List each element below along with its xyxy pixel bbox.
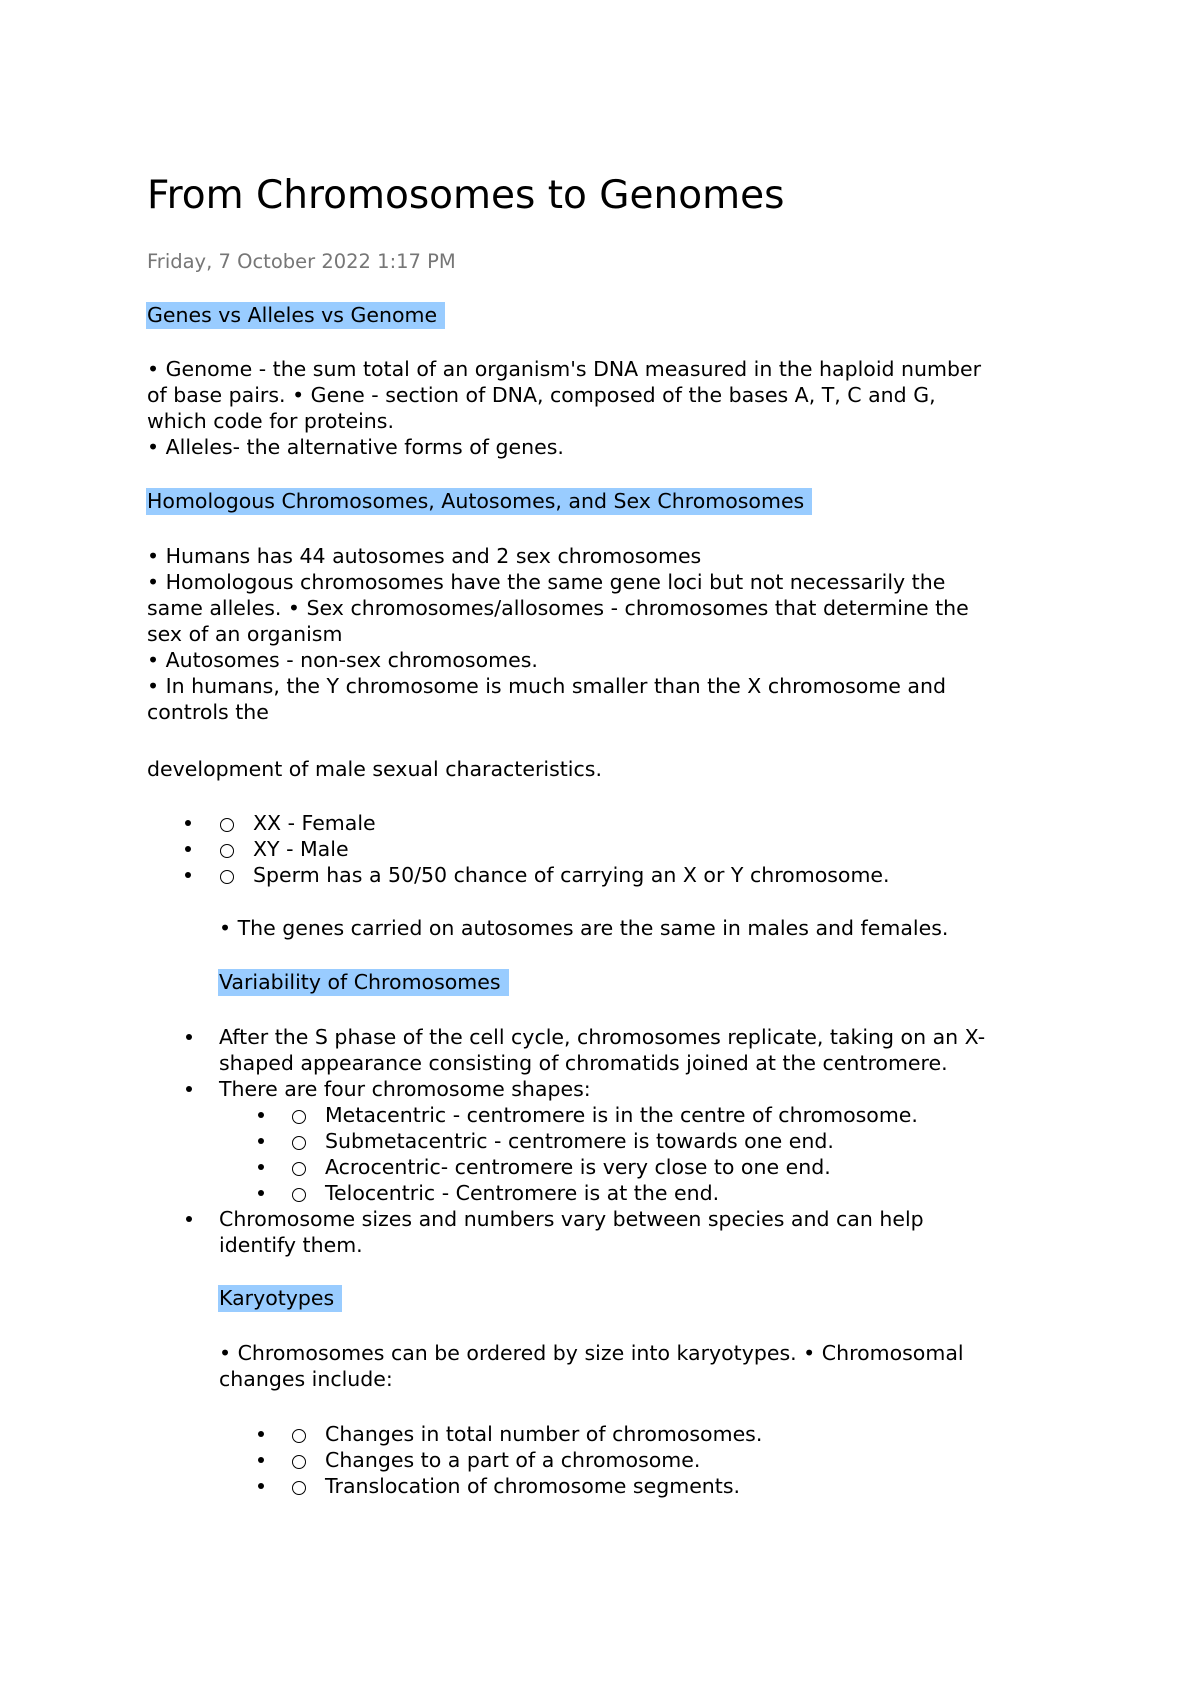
karyotypes-line: changes include: [219, 1367, 393, 1391]
list-item-text: XX - Female [253, 811, 376, 835]
bullet-dot-icon [258, 1431, 264, 1437]
list-item [219, 1076, 985, 1102]
list-item [220, 810, 890, 836]
bullet-ring-icon [292, 1429, 306, 1443]
bullet-dot-icon [258, 1190, 264, 1196]
list-item-text: Changes to a part of a chromosome. [325, 1448, 701, 1472]
heading-genes-text: Genes vs Alleles vs Genome [146, 302, 445, 329]
list-item-text: After the S phase of the cell cycle, chromosomes replicate, taking on an X- [219, 1025, 986, 1049]
genes-line: • Genome - the sum total of an organism's DNA measured in the haploid number [147, 357, 982, 381]
list-item-text: shaped appearance consisting of chromatids joined at the centromere. [219, 1051, 948, 1075]
homologous-continuation [147, 756, 602, 782]
heading-karyotypes [218, 1285, 342, 1311]
list-item-text: Metacentric - centromere is in the centre of chromosome. [325, 1103, 918, 1127]
list-item [292, 1421, 762, 1447]
sex-chromosome-list [220, 810, 890, 888]
variability-list [219, 1024, 985, 1258]
homologous-line: same alleles. • Sex chromosomes/allosomes - chromosomes that determine the [147, 596, 969, 620]
heading-variability-text: Variability of Chromosomes [218, 969, 509, 996]
list-item [292, 1447, 762, 1473]
page-date: Friday, 7 October 2022 1:17 PM [147, 250, 456, 273]
list-item [219, 1154, 985, 1180]
bullet-dot-icon [185, 846, 191, 852]
bullet-dot-icon [185, 872, 191, 878]
list-item [220, 862, 890, 888]
heading-karyotypes-text: Karyotypes [218, 1285, 342, 1312]
bullet-dot-icon [258, 1138, 264, 1144]
heading-variability [218, 969, 509, 995]
bullet-ring-icon [292, 1110, 306, 1124]
list-item [219, 1024, 985, 1076]
heading-homologous-text: Homologous Chromosomes, Autosomes, and Sex Chromosomes [146, 488, 812, 515]
list-item-text: Sperm has a 50/50 chance of carrying an X or Y chromosome. [253, 863, 890, 887]
list-item-text: XY - Male [253, 837, 349, 861]
autosome-note-text: • The genes carried on autosomes are the same in males and females. [219, 916, 949, 940]
list-item [219, 1102, 985, 1128]
bullet-dot-icon [258, 1457, 264, 1463]
list-item [219, 1180, 985, 1206]
continuation-line: development of male sexual characteristics. [147, 757, 602, 781]
bullet-dot-icon [186, 1086, 192, 1092]
bullet-ring-icon [220, 818, 234, 832]
bullet-dot-icon [186, 1034, 192, 1040]
bullet-ring-icon [292, 1162, 306, 1176]
genes-line: which code for proteins. [147, 409, 394, 433]
list-item [219, 1128, 985, 1154]
genes-line: of base pairs. • Gene - section of DNA, composed of the bases A, T, C and G, [147, 383, 936, 407]
bullet-dot-icon [258, 1112, 264, 1118]
homologous-line: sex of an organism [147, 622, 343, 646]
bullet-ring-icon [292, 1481, 306, 1495]
list-item-text: Telocentric - Centromere is at the end. [325, 1181, 720, 1205]
homologous-line: • Autosomes - non-sex chromosomes. [147, 648, 538, 672]
homologous-line: controls the [147, 700, 269, 724]
list-item-text: Acrocentric- centromere is very close to one end. [325, 1155, 831, 1179]
homologous-line: • In humans, the Y chromosome is much smaller than the X chromosome and [147, 674, 946, 698]
list-item [292, 1473, 762, 1499]
heading-homologous [146, 488, 812, 514]
bullet-ring-icon [292, 1188, 306, 1202]
bullet-dot-icon [185, 820, 191, 826]
bullet-dot-icon [186, 1216, 192, 1222]
bullet-ring-icon [292, 1136, 306, 1150]
bullet-ring-icon [220, 844, 234, 858]
homologous-line: • Humans has 44 autosomes and 2 sex chromosomes [147, 544, 702, 568]
autosome-note [219, 915, 948, 941]
bullet-dot-icon [258, 1164, 264, 1170]
genes-paragraph [147, 356, 981, 460]
genes-line: • Alleles- the alternative forms of genes. [147, 435, 564, 459]
page-title: From Chromosomes to Genomes [147, 173, 785, 218]
karyotypes-paragraph [219, 1340, 964, 1392]
list-item-text: Submetacentric - centromere is towards one end. [325, 1129, 834, 1153]
list-item-text: Changes in total number of chromosomes. [325, 1422, 763, 1446]
list-item-text: identify them. [219, 1233, 363, 1257]
heading-genes [146, 302, 445, 328]
homologous-paragraph [147, 543, 969, 725]
list-item-text: Chromosome sizes and numbers vary between species and can help [219, 1207, 924, 1231]
list-item [220, 836, 890, 862]
list-item [219, 1206, 985, 1258]
list-item-text: There are four chromosome shapes: [219, 1077, 591, 1101]
bullet-dot-icon [258, 1483, 264, 1489]
karyotype-changes-list [292, 1421, 762, 1499]
bullet-ring-icon [292, 1455, 306, 1469]
karyotypes-line: • Chromosomes can be ordered by size into karyotypes. • Chromosomal [219, 1341, 964, 1365]
list-item-text: Translocation of chromosome segments. [325, 1474, 741, 1498]
bullet-ring-icon [220, 870, 234, 884]
homologous-line: • Homologous chromosomes have the same gene loci but not necessarily the [147, 570, 946, 594]
